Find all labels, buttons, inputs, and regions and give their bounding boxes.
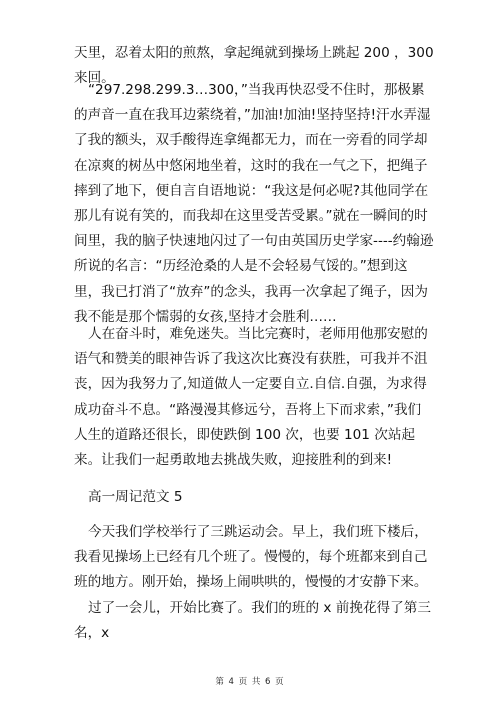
- paragraph-4: 今天我们学校举行了三跳运动会。早上，我们班下楼后，我看见操场上已经有几个班了。慢慢的，每个班都来到自己班的地方。刚开始，操场上闹哄哄的，慢慢的才安静下来。: [74, 524, 428, 591]
- paragraph-1: 天里，忍着太阳的煎熬，拿起绳就到操场上跳起 200 ，300 来回。: [74, 45, 434, 87]
- section-heading: 高一周记范文 5: [88, 489, 183, 505]
- paragraph-5: 过了一会儿，开始比赛了。我们的班的 x 前挽花得了第三名，x: [74, 600, 431, 642]
- paragraph-3: 人在奋斗时，难免迷失。当比完赛时，老师用他那安慰的语气和赞美的眼神告诉了我这次比赛没有获胜，可我并不沮丧，因为我努力了,知道做人一定要自立.自信.自强，为求得成功奋斗不息。“路漫漫其修远兮，吾将上下而求索，”我们人生的道路还很长，即使跌倒 100 次，也要 101 次站起来。让我们一起勇敢地去挑战失败，迎接胜利的到来!: [74, 326, 428, 469]
- page-footer: 第 4 页 共 6 页: [215, 677, 285, 687]
- paragraph-2: “297.298.299.3…300，”当我再快忍受不住时，那极累的声音一直在我耳边萦绕着，”加油!加油!坚持坚持!汗水弄湿了我的额头，双手酸得连拿绳都无力，而在一旁看的同学却在凉爽的树丛中悠闲地坐着，这时的我在一气之下，把绳子摔到了地下，便自言自语地说：“我这是何必呢?其他同学在那儿有说有笑的，而我却在这里受苦受累。”就在一瞬间的时间里，我的脑子快速地闪过了一句由英国历史学家----约翰逊所说的名言：“历经沧桑的人是不会轻易气馁的。”想到这里，我已打消了“放弃”的念头，我再一次拿起了绳子，因为我不能是那个懦弱的女孩,坚持才会胜利……: [74, 82, 434, 325]
